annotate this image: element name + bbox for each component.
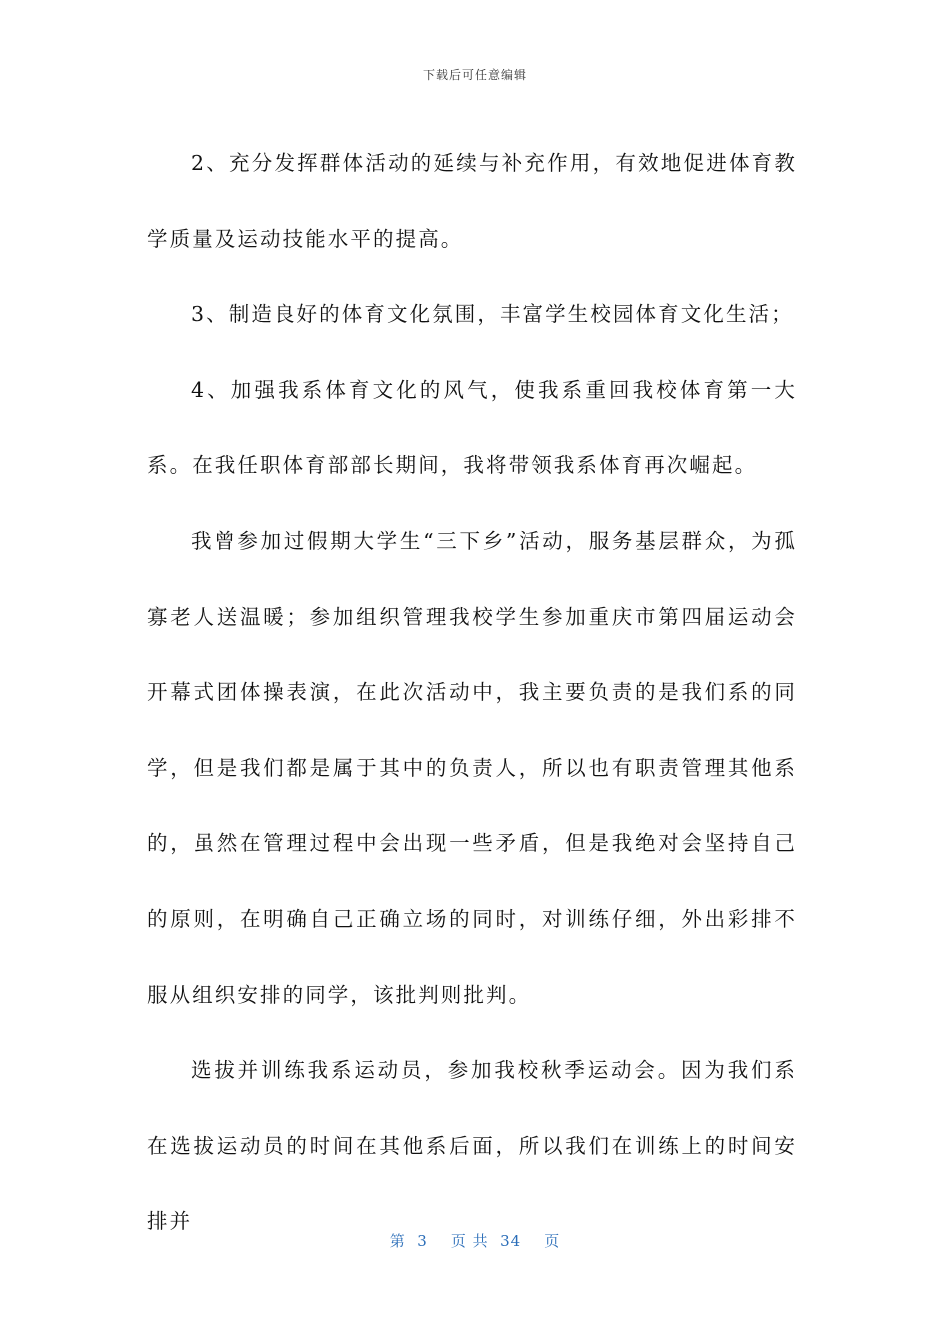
paragraph-goal-2: 2、充分发挥群体活动的延续与补充作用，有效地促进体育教学质量及运动技能水平的提高。	[147, 151, 797, 251]
paragraph-experience: 我曾参加过假期大学生“三下乡”活动，服务基层群众，为孤寡老人送温暖；参加组织管理我校学生参加重庆市第四届运动会开幕式团体操表演，在此次活动中，我主要负责的是我们系的同学，但是我们都是属于其中的负责人，所以也有职责管理其他系的，虽然在管理过程中会出现一些矛盾，但是我绝对会坚持自己的原则，在明确自己正确立场的同时，对训练仔细，外出彩排不服从组织安排的同学，该批判则批判。	[147, 528, 797, 1007]
page-number-footer: 第 3 页 共 34 页	[389, 1232, 561, 1250]
header-note: 下载后可任意编辑	[422, 68, 527, 82]
paragraph-training: 选拔并训练我系运动员，参加我校秋季运动会。因为我们系在选拔运动员的时间在其他系后面，所以我们在训练上的时间安排并	[147, 1058, 797, 1234]
paragraph-goal-3: 3、制造良好的体育文化氛围，丰富学生校园体育文化生活；	[191, 302, 794, 327]
document-body	[147, 126, 797, 1260]
paragraph-goal-4: 4、加强我系体育文化的风气，使我系重回我校体育第一大系。在我任职体育部部长期间，我将带领我系体育再次崛起。	[147, 377, 797, 478]
